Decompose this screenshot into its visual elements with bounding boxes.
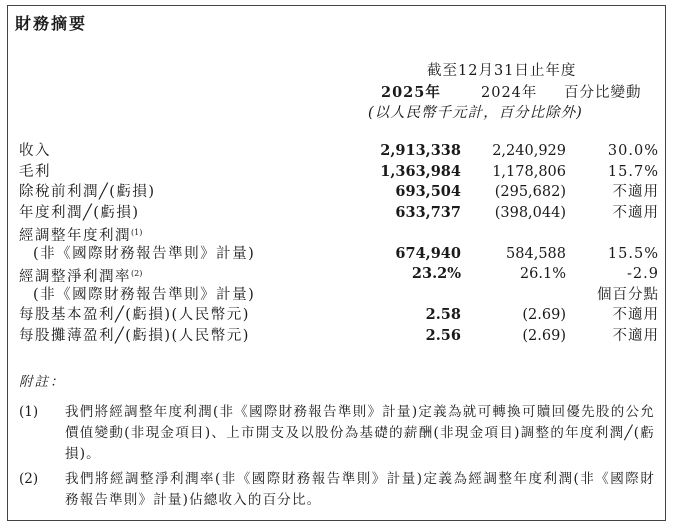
table-row <box>19 203 659 224</box>
value-2025: 2.56 <box>425 326 461 344</box>
row-label: 每股攤薄盈利╱(虧損)(人民幣元) <box>19 327 250 344</box>
footnote-number: (2) <box>19 471 39 487</box>
table-row <box>19 162 659 183</box>
notes-title: 附註： <box>19 374 66 390</box>
value-2024: 584,588 <box>506 245 566 262</box>
value-2024: (295,682) <box>494 184 566 200</box>
value-change: 15.7% <box>607 163 659 180</box>
row-label-text: 經調整淨利潤率 <box>19 269 131 285</box>
table-row <box>19 244 659 265</box>
value-change: 15.5% <box>607 245 659 262</box>
row-label: 毛利 <box>19 163 51 180</box>
value-change: 不適用 <box>612 204 659 221</box>
row-label: (非《國際財務報告準則》計量) <box>33 286 256 303</box>
value-2025: 1,363,984 <box>380 162 461 180</box>
unit-note: (以人民幣千元計，百分比除外) <box>368 105 583 121</box>
row-label: 年度利潤╱(虧損) <box>19 204 140 221</box>
table-row <box>19 326 659 347</box>
table-row <box>19 182 659 203</box>
value-2024: 26.1% <box>519 266 566 282</box>
table-row <box>19 285 659 306</box>
col-2025-header: 2025年 <box>381 84 441 101</box>
row-label: (非《國際財務報告準則》計量) <box>33 245 256 262</box>
value-2025: 23.2% <box>411 265 461 282</box>
row-label-text: 經調整年度利潤 <box>19 228 131 244</box>
col-2024-header: 2024年 <box>481 85 538 101</box>
table-row <box>19 223 659 244</box>
footnote-number: (1) <box>19 404 39 420</box>
value-2025: 2.58 <box>425 306 461 323</box>
table-row <box>19 305 659 326</box>
footnote <box>19 469 655 511</box>
value-2024: (2.69) <box>522 327 566 344</box>
value-change: 個百分點 <box>597 286 659 303</box>
footnote-text: 我們將經調整年度利潤(非《國際財務報告準則》計量)定義為就可轉換可贖回優先股的公允價值變動(非現金項目)、上市開支及以股份為基礎的薪酬(非現金項目)調整的年度利潤╱(虧損)。 <box>65 404 655 462</box>
value-2025: 2,913,338 <box>380 142 461 159</box>
value-change: -2.9 <box>627 266 659 282</box>
value-2025: 674,940 <box>395 244 461 262</box>
footnote-text: 我們將經調整淨利潤率(非《國際財務報告準則》計量)定義為經調整年度利潤(非《國際財務報告準則》計量)佔總收入的百分比。 <box>65 471 655 508</box>
row-label: 收入 <box>19 143 51 159</box>
table-row <box>19 141 659 162</box>
footnote-ref: (2) <box>131 269 143 278</box>
value-2024: (398,044) <box>494 204 566 221</box>
period-header: 截至12月31日止年度 <box>427 63 577 79</box>
row-label: 每股基本盈利╱(虧損)(人民幣元) <box>19 307 250 323</box>
section-title: 財務摘要 <box>15 14 88 33</box>
value-change: 不適用 <box>612 327 659 344</box>
value-2024: 1,178,806 <box>492 163 566 180</box>
value-2025: 633,737 <box>395 203 461 221</box>
value-2024: 2,240,929 <box>492 143 566 159</box>
value-change: 不適用 <box>612 307 659 323</box>
row-label: 除稅前利潤╱(虧損) <box>19 184 156 200</box>
footnote-ref: (1) <box>131 228 143 237</box>
value-2024: (2.69) <box>522 307 566 323</box>
financial-table <box>19 141 659 346</box>
value-change: 30.0% <box>607 143 659 159</box>
value-2025: 693,504 <box>395 183 461 200</box>
footnote <box>19 402 655 465</box>
table-row <box>19 264 659 285</box>
col-change-header: 百分比變動 <box>564 85 642 101</box>
value-change: 不適用 <box>612 184 659 200</box>
